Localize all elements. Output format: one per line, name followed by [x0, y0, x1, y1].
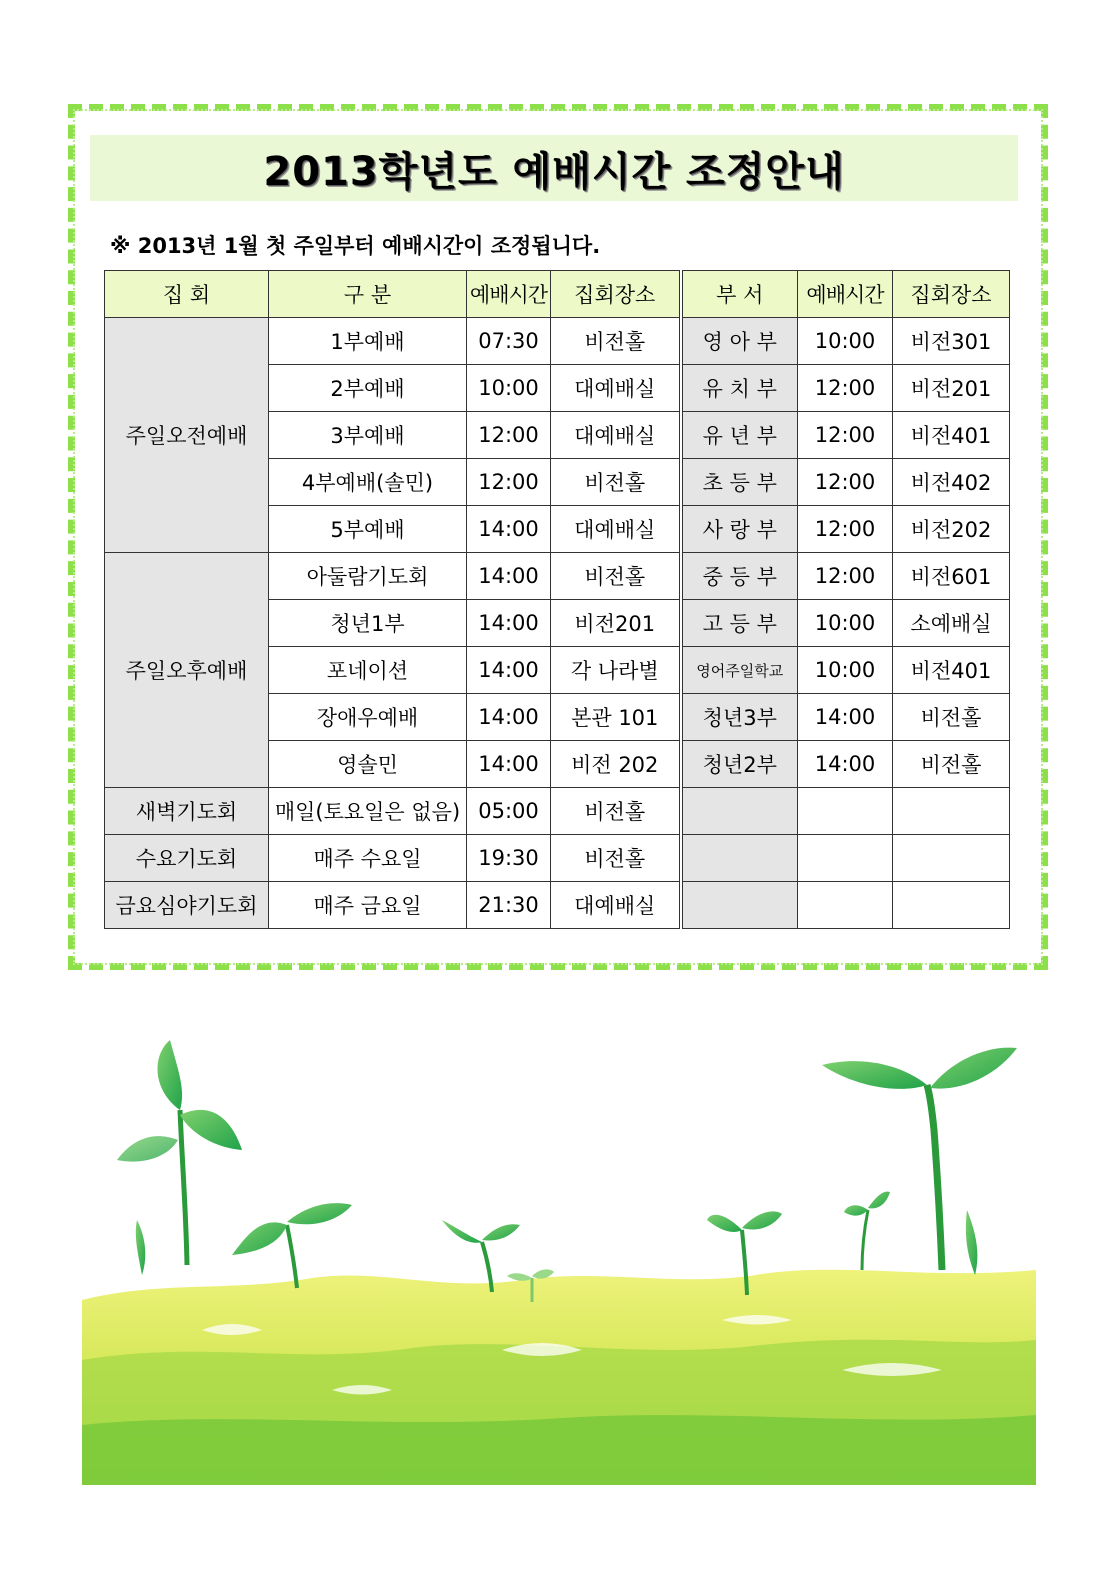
- department-venue: 비전401: [893, 412, 1010, 459]
- empty-cell: [893, 882, 1010, 929]
- department: 유 치 부: [681, 365, 798, 412]
- department-venue: 비전301: [893, 318, 1010, 365]
- department-venue: 비전홀: [893, 741, 1010, 788]
- header-dept-time: 예배시간: [798, 271, 893, 318]
- service-time: 12:00: [467, 412, 551, 459]
- group-afternoon-service: 주일오후예배: [105, 553, 269, 788]
- gathering-name: 새벽기도회: [105, 788, 269, 835]
- department: 초 등 부: [681, 459, 798, 506]
- service-kind: 매주 수요일: [269, 835, 467, 882]
- service-venue: 대예배실: [551, 506, 681, 553]
- department: 유 년 부: [681, 412, 798, 459]
- department: 청년3부: [681, 694, 798, 741]
- sprout-illustration: [82, 1030, 1036, 1485]
- schedule-table: [104, 270, 1010, 929]
- service-kind: 5부예배: [269, 506, 467, 553]
- sprout-right-thin: [844, 1192, 890, 1270]
- service-venue: 비전201: [551, 600, 681, 647]
- table-row: [105, 318, 1010, 365]
- header-dept-venue: 집회장소: [893, 271, 1010, 318]
- department-venue: 비전401: [893, 647, 1010, 694]
- table-row: [105, 788, 1010, 835]
- table-row: [105, 835, 1010, 882]
- service-time: 21:30: [467, 882, 551, 929]
- department-venue: 소예배실: [893, 600, 1010, 647]
- service-time: 12:00: [467, 459, 551, 506]
- ground: [82, 1270, 1036, 1485]
- notice-text: ※ 2013년 1월 첫 주일부터 예배시간이 조정됩니다.: [110, 234, 601, 258]
- sprout-right-tall: [822, 1048, 1017, 1270]
- sprout-far-right: [966, 1210, 978, 1275]
- gathering-name: 금요심야기도회: [105, 882, 269, 929]
- header-venue: 집회장소: [551, 271, 681, 318]
- sprout-left-tall: [117, 1040, 242, 1265]
- department-time: 12:00: [798, 506, 893, 553]
- service-kind: 4부예배(솔민): [269, 459, 467, 506]
- service-time: 14:00: [467, 694, 551, 741]
- department-time: 10:00: [798, 647, 893, 694]
- header-gathering: 집 회: [105, 271, 269, 318]
- department-time: 10:00: [798, 318, 893, 365]
- empty-cell: [798, 882, 893, 929]
- service-kind: 매일(토요일은 없음): [269, 788, 467, 835]
- department: 중 등 부: [681, 553, 798, 600]
- department-venue: 비전202: [893, 506, 1010, 553]
- table-row: [105, 553, 1010, 600]
- service-venue: 비전홀: [551, 553, 681, 600]
- department-time: 12:00: [798, 459, 893, 506]
- service-kind: 장애우예배: [269, 694, 467, 741]
- service-venue: 비전홀: [551, 459, 681, 506]
- department: 고 등 부: [681, 600, 798, 647]
- sprout-left-small: [136, 1220, 145, 1275]
- table-row: [105, 882, 1010, 929]
- group-morning-service: 주일오전예배: [105, 318, 269, 553]
- empty-cell: [893, 835, 1010, 882]
- empty-cell: [681, 835, 798, 882]
- department-time: 10:00: [798, 600, 893, 647]
- header-department: 부 서: [681, 271, 798, 318]
- service-time: 14:00: [467, 741, 551, 788]
- service-kind: 포네이션: [269, 647, 467, 694]
- service-kind: 매주 금요일: [269, 882, 467, 929]
- department-time: 12:00: [798, 412, 893, 459]
- service-time: 14:00: [467, 553, 551, 600]
- service-venue: 각 나라별: [551, 647, 681, 694]
- department-time: 14:00: [798, 741, 893, 788]
- department-venue: 비전402: [893, 459, 1010, 506]
- title-banner: [90, 135, 1018, 201]
- service-venue: 비전 202: [551, 741, 681, 788]
- sprout-mid-left: [232, 1203, 352, 1288]
- department-time: 12:00: [798, 365, 893, 412]
- empty-cell: [893, 788, 1010, 835]
- service-venue: 대예배실: [551, 412, 681, 459]
- header-service-time: 예배시간: [467, 271, 551, 318]
- page-title: 2013학년도 예배시간 조정안내: [263, 148, 845, 195]
- sprout-center: [442, 1220, 520, 1292]
- department: 청년2부: [681, 741, 798, 788]
- service-venue: 비전홀: [551, 835, 681, 882]
- service-kind: 청년1부: [269, 600, 467, 647]
- service-venue: 대예배실: [551, 882, 681, 929]
- department-time: 12:00: [798, 553, 893, 600]
- service-kind: 영솔민: [269, 741, 467, 788]
- table-header-row: [105, 271, 1010, 318]
- department-venue: 비전601: [893, 553, 1010, 600]
- department: 사 랑 부: [681, 506, 798, 553]
- empty-cell: [681, 788, 798, 835]
- service-time: 14:00: [467, 506, 551, 553]
- service-kind: 아둘람기도회: [269, 553, 467, 600]
- service-kind: 3부예배: [269, 412, 467, 459]
- service-time: 10:00: [467, 365, 551, 412]
- department: 영 아 부: [681, 318, 798, 365]
- department-venue: 비전홀: [893, 694, 1010, 741]
- service-time: 05:00: [467, 788, 551, 835]
- service-venue: 비전홀: [551, 318, 681, 365]
- service-kind: 2부예배: [269, 365, 467, 412]
- empty-cell: [681, 882, 798, 929]
- department: 영어주일학교: [681, 647, 798, 694]
- department-time: 14:00: [798, 694, 893, 741]
- department-venue: 비전201: [893, 365, 1010, 412]
- gathering-name: 수요기도회: [105, 835, 269, 882]
- service-time: 14:00: [467, 600, 551, 647]
- service-venue: 대예배실: [551, 365, 681, 412]
- empty-cell: [798, 788, 893, 835]
- service-venue: 비전홀: [551, 788, 681, 835]
- service-time: 07:30: [467, 318, 551, 365]
- service-venue: 본관 101: [551, 694, 681, 741]
- service-time: 19:30: [467, 835, 551, 882]
- service-time: 14:00: [467, 647, 551, 694]
- empty-cell: [798, 835, 893, 882]
- header-category: 구 분: [269, 271, 467, 318]
- service-kind: 1부예배: [269, 318, 467, 365]
